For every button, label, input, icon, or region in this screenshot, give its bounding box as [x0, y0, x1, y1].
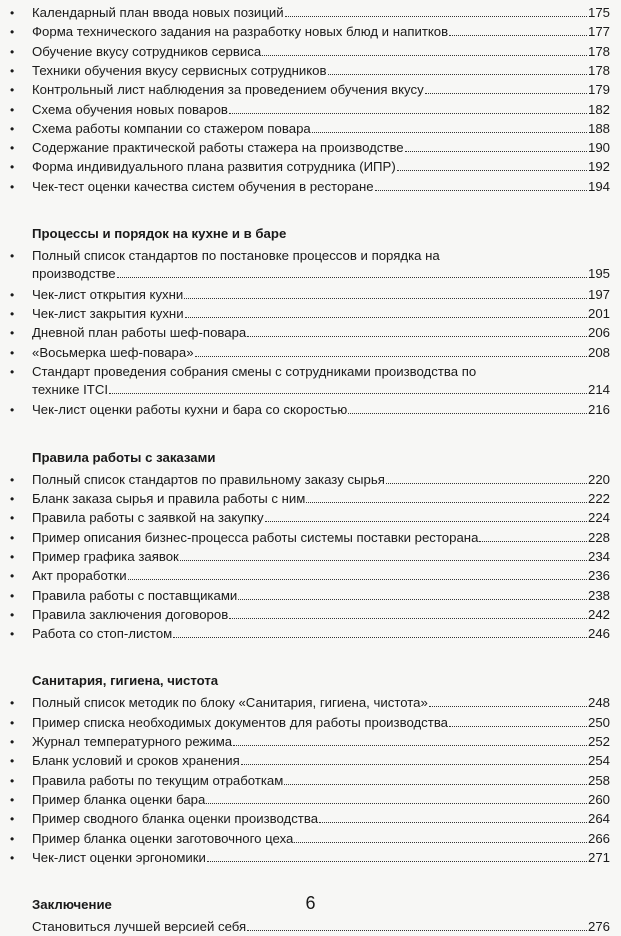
- toc-entry[interactable]: [10, 625, 610, 643]
- bullet-icon: •: [10, 511, 15, 526]
- entry-title: Бланк заказа сырья и правила работы с ним: [32, 491, 306, 506]
- bullet-icon: •: [10, 121, 15, 136]
- bullet-icon: •: [10, 25, 15, 40]
- dot-leader: [128, 567, 587, 580]
- entry-page-number: 258: [587, 772, 610, 788]
- toc-entry[interactable]: [10, 120, 610, 138]
- bullet-icon: •: [10, 569, 15, 584]
- entry-title: Пример описания бизнес-процесса работы системы поставки ресторана: [32, 529, 479, 545]
- bullet-icon: •: [10, 715, 15, 730]
- toc-entry[interactable]: [10, 548, 610, 566]
- dot-leader: [386, 471, 587, 484]
- dot-leader: [319, 810, 587, 823]
- bullet-icon: •: [10, 326, 15, 341]
- entry-title: Пример бланка оценки бара: [32, 791, 206, 807]
- dot-leader: [180, 548, 587, 561]
- bullet-icon: •: [10, 160, 15, 175]
- bullet-icon: •: [10, 63, 15, 78]
- bullet-icon: •: [10, 773, 15, 788]
- bullet-icon: •: [10, 696, 15, 711]
- toc-entry[interactable]: [10, 286, 610, 304]
- dot-leader: [229, 101, 587, 114]
- entry-page-number: 246: [587, 626, 610, 642]
- dot-leader: [312, 120, 587, 133]
- toc-entry[interactable]: [10, 752, 610, 770]
- entry-page-number: 236: [587, 568, 610, 584]
- toc-entry[interactable]: [10, 43, 610, 61]
- entry-page-number: 188: [587, 120, 610, 136]
- section-heading: Правила работы с заказами: [32, 449, 216, 465]
- entry-title: Чек-лист оценки работы кухни и бара со скоростью: [32, 402, 348, 418]
- entry-title: Календарный план ввода новых позиций: [32, 5, 284, 20]
- entry-title: «Восьмерка шеф-повара»: [32, 344, 194, 360]
- dot-leader: [375, 178, 587, 191]
- entry-title: производстве: [32, 266, 116, 281]
- dot-leader: [238, 587, 587, 600]
- dot-leader: [449, 23, 587, 36]
- dot-leader: [294, 830, 587, 843]
- entry-page-number: 175: [587, 5, 610, 20]
- toc-entry[interactable]: [10, 247, 610, 283]
- entry-title: Техники обучения вкусу сервисных сотрудников: [32, 62, 327, 78]
- toc-entry[interactable]: [10, 23, 610, 41]
- entry-title: Чек-тест оценки качества систем обучения в ресторане: [32, 178, 374, 194]
- toc-entry[interactable]: [10, 324, 610, 342]
- entry-page-number: 201: [587, 305, 610, 321]
- entry-title: Схема обучения новых поваров: [32, 101, 228, 117]
- toc-entry[interactable]: [10, 471, 610, 489]
- bullet-icon: •: [10, 754, 15, 769]
- entry-page-number: 234: [587, 548, 610, 564]
- toc-entry[interactable]: [10, 4, 610, 22]
- bullet-icon: •: [10, 472, 15, 487]
- entry-page-number: 222: [587, 491, 610, 506]
- toc-entry[interactable]: [10, 849, 610, 867]
- bullet-icon: •: [10, 6, 15, 20]
- entry-page-number: 206: [587, 325, 610, 341]
- toc-entry[interactable]: [10, 714, 610, 732]
- entry-page-number: 190: [587, 140, 610, 156]
- dot-leader: [247, 918, 587, 931]
- bullet-icon: •: [10, 627, 15, 642]
- dot-leader: [284, 772, 587, 785]
- bullet-icon: •: [10, 403, 15, 418]
- entry-title: Обучение вкусу сотрудников сервиса: [32, 43, 262, 59]
- entry-page-number: 242: [587, 606, 610, 622]
- dot-leader: [262, 43, 587, 56]
- toc-entry[interactable]: [10, 490, 610, 508]
- entry-title: Бланк условий и сроков хранения: [32, 753, 240, 769]
- entry-page-number: 192: [587, 159, 610, 175]
- bullet-icon: •: [10, 306, 15, 321]
- entry-page-number: 195: [587, 266, 610, 281]
- dot-leader: [207, 849, 587, 862]
- toc-entry[interactable]: [10, 810, 610, 828]
- entry-title: Дневной план работы шеф-повара: [32, 325, 247, 341]
- dot-leader: [405, 139, 587, 152]
- bullet-icon: •: [10, 549, 15, 564]
- toc-entry[interactable]: [10, 918, 610, 936]
- entry-title: Форма технического задания на разработку новых блюд и напитков: [32, 24, 449, 40]
- entry-title: Пример бланка оценки заготовочного цеха: [32, 830, 294, 846]
- entry-title-line1: Полный список стандартов по постановке процессов и порядка на: [32, 248, 440, 263]
- toc-entry[interactable]: [10, 606, 610, 624]
- entry-title: Полный список стандартов по правильному заказу сырья: [32, 471, 385, 487]
- entry-title: Правила заключения договоров: [32, 606, 229, 622]
- bullet-icon: •: [10, 345, 15, 360]
- entry-title: Пример графика заявок: [32, 548, 179, 564]
- dot-leader: [247, 324, 587, 337]
- dot-leader: [184, 286, 587, 299]
- bullet-icon: •: [10, 831, 15, 846]
- entry-page-number: 197: [587, 286, 610, 302]
- entry-page-number: 276: [587, 919, 610, 935]
- toc-entry[interactable]: [10, 772, 610, 790]
- entry-page-number: 194: [587, 178, 610, 194]
- toc-entry[interactable]: [10, 791, 610, 809]
- dot-leader: [195, 344, 587, 357]
- entry-title: Акт проработки: [32, 568, 127, 584]
- toc-entry[interactable]: [10, 344, 610, 362]
- dot-leader: [348, 401, 587, 414]
- entry-page-number: 177: [587, 24, 610, 40]
- entry-page-number: 214: [587, 381, 610, 397]
- entry-page-number: 264: [587, 811, 610, 827]
- bullet-icon: •: [10, 850, 15, 865]
- entry-title: Правила работы с поставщиками: [32, 587, 238, 603]
- bullet-icon: •: [10, 588, 15, 603]
- entry-title: Чек-лист закрытия кухни: [32, 305, 184, 321]
- dot-leader: [479, 529, 587, 542]
- entry-page-number: 250: [587, 714, 610, 730]
- entry-title: Правила работы с заявкой на закупку: [32, 510, 264, 526]
- dot-leader: [206, 791, 587, 804]
- bullet-icon: •: [10, 287, 15, 302]
- toc-entry[interactable]: [10, 529, 610, 547]
- toc-entry[interactable]: [10, 81, 610, 99]
- dot-leader: [109, 381, 587, 394]
- toc-entry[interactable]: [10, 178, 610, 196]
- bullet-icon: •: [10, 492, 15, 506]
- dot-leader: [425, 81, 587, 94]
- bullet-icon: •: [10, 44, 15, 59]
- toc-entry[interactable]: [10, 509, 610, 527]
- entry-title: Журнал температурного режима: [32, 734, 233, 749]
- dot-leader: [173, 625, 587, 638]
- bullet-icon: •: [10, 179, 15, 194]
- entry-page-number: 238: [587, 587, 610, 603]
- toc-entry[interactable]: [10, 62, 610, 80]
- entry-page-number: 178: [587, 43, 610, 59]
- entry-title: Содержание практической работы стажера на производстве: [32, 140, 404, 156]
- page-number: 6: [305, 893, 316, 913]
- entry-page-number: 224: [587, 510, 610, 526]
- bullet-icon: •: [10, 249, 15, 263]
- entry-page-number: 252: [587, 734, 610, 749]
- section-heading: Процессы и порядок на кухне и в баре: [32, 226, 287, 241]
- entry-title: технике ITCI: [32, 381, 109, 397]
- bullet-icon: •: [10, 102, 15, 117]
- entry-title: Пример сводного бланка оценки производства: [32, 811, 319, 827]
- entry-page-number: 260: [587, 791, 610, 807]
- dot-leader: [429, 694, 587, 707]
- bullet-icon: •: [10, 83, 15, 98]
- entry-title: Работа со стоп-листом: [32, 626, 173, 642]
- entry-title-line1: Стандарт проведения собрания смены с сотрудниками производства по: [32, 363, 477, 379]
- entry-title: Правила работы по текущим отработкам: [32, 772, 284, 788]
- entry-page-number: 271: [587, 849, 610, 865]
- dot-leader: [185, 305, 587, 318]
- toc-entry[interactable]: [10, 401, 610, 419]
- toc-entry[interactable]: [10, 305, 610, 323]
- bullet-icon: •: [10, 792, 15, 807]
- bullet-icon: •: [10, 812, 15, 827]
- toc-entry[interactable]: [10, 567, 610, 585]
- entry-title: Пример списка необходимых документов для работы производства: [32, 714, 449, 730]
- entry-page-number: 178: [587, 62, 610, 78]
- dot-leader: [233, 733, 587, 746]
- bullet-icon: •: [10, 607, 15, 622]
- toc-entry[interactable]: [10, 694, 610, 712]
- entry-title: Контрольный лист наблюдения за проведением обучения вкусу: [32, 82, 424, 98]
- dot-leader: [397, 158, 587, 171]
- entry-title: Чек-лист открытия кухни: [32, 286, 184, 302]
- dot-leader: [265, 509, 587, 522]
- toc-entry[interactable]: [10, 139, 610, 157]
- entry-page-number: 216: [587, 402, 610, 418]
- entry-page-number: 179: [587, 82, 610, 98]
- dot-leader: [449, 714, 587, 727]
- entry-page-number: 266: [587, 830, 610, 846]
- entry-title: Полный список методик по блоку «Санитария, гигиена, чистота»: [32, 695, 428, 711]
- dot-leader: [241, 752, 587, 765]
- entry-page-number: 228: [587, 529, 610, 545]
- entry-page-number: 254: [587, 753, 610, 769]
- toc-entry[interactable]: [10, 587, 610, 605]
- section-heading: Заключение: [32, 897, 112, 913]
- entry-title: Чек-лист оценки эргономики: [32, 849, 206, 865]
- bullet-icon: •: [10, 364, 15, 379]
- dot-leader: [229, 606, 587, 619]
- dot-leader: [117, 265, 587, 278]
- entry-page-number: 248: [587, 695, 610, 711]
- entry-title: Форма индивидуального плана развития сотрудника (ИПР): [32, 159, 396, 175]
- toc-entry[interactable]: [10, 830, 610, 848]
- bullet-icon: •: [10, 735, 15, 749]
- entry-title: Становиться лучшей версией себя: [32, 919, 247, 935]
- entry-page-number: 182: [587, 101, 610, 117]
- entry-title: Схема работы компании со стажером повара: [32, 120, 311, 136]
- bullet-icon: •: [10, 141, 15, 156]
- entry-page-number: 208: [587, 344, 610, 360]
- toc-entry[interactable]: [10, 363, 610, 399]
- section-heading: Санитария, гигиена, чистота: [32, 673, 219, 689]
- toc-entry[interactable]: [10, 101, 610, 119]
- bullet-icon: •: [10, 530, 15, 545]
- dot-leader: [285, 4, 587, 17]
- dot-leader: [306, 490, 587, 503]
- dot-leader: [328, 62, 587, 75]
- toc-entry[interactable]: [10, 733, 610, 751]
- toc-entry[interactable]: [10, 158, 610, 176]
- entry-page-number: 220: [587, 471, 610, 487]
